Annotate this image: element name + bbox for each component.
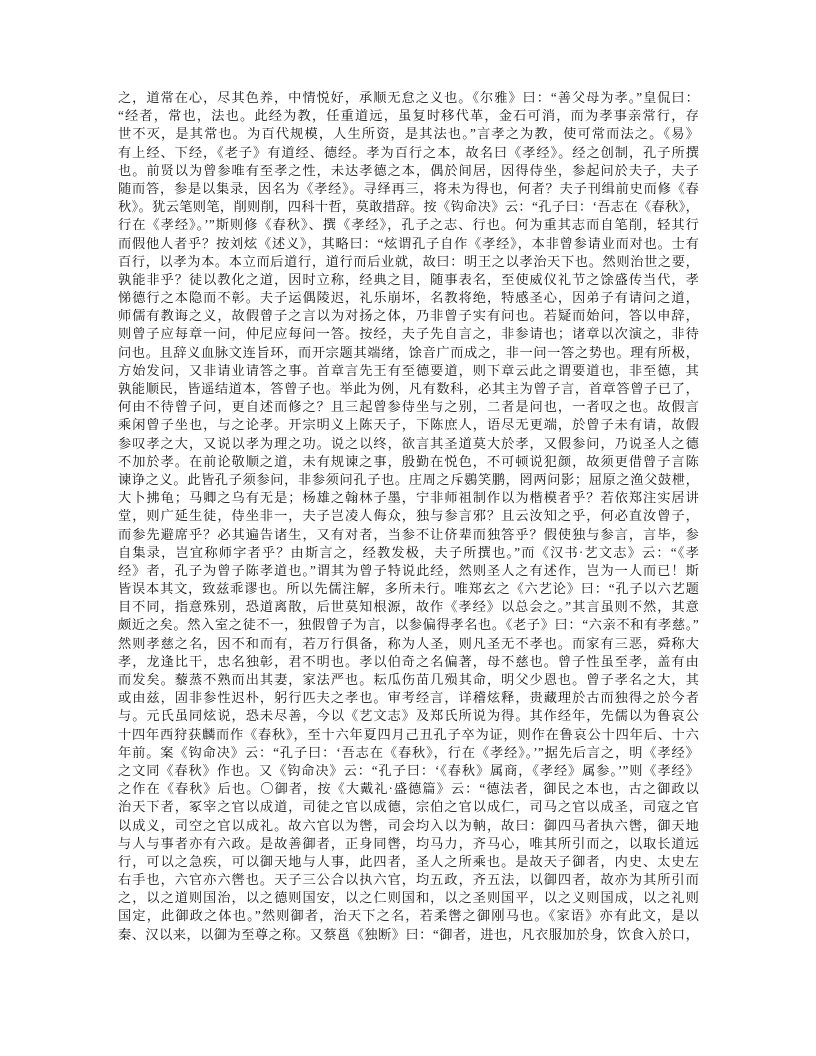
- text-line: 世不灭，是其常也。为百代规模，人生所资，是其法也。”言孝之为教，使可常而法之。《易》: [118, 126, 699, 142]
- text-line: 也。前贤以为曾参唯有至孝之性，未达孝德之本，偶於间居，因得侍坐，参起问於夫子，夫子: [118, 162, 699, 178]
- text-line: 孰能顺民，皆遥结道本，答曾子也。举此为例，凡有数科，必其主为曾子言，首章答曾子已了，: [118, 381, 699, 396]
- text-line: 颇近之矣。然入室之徒不一，独假曾子为言，以参偏得孝名也。《老子》曰：“六亲不和有孝慈。”: [118, 617, 699, 633]
- text-line: 与。元氏虽同炫说，恐未尽善，今以《艺文志》及郑氏所说为得。其作经年，先儒以为鲁哀公: [118, 708, 699, 724]
- text-line: 大卜拂龟；马卿之乌有无是；杨雄之翰林子墨，宁非师祖制作以为楷模者乎？若依郑注实居讲: [118, 490, 699, 506]
- text-line: 师儒有教诲之义，故假曾子之言以为对扬之体，乃非曾子实有问也。若疑而始问，答以申辞，: [118, 308, 699, 324]
- text-line: 悌德行之本隐而不彰。夫子运偶陵迟，礼乐崩坏，名教将绝，特感圣心，因弟子有请问之道，: [118, 290, 699, 306]
- text-line: “经者，常也，法也。此经为教，任重道远，虽复时移代革，金石可消，而为孝事亲常行，存: [118, 108, 699, 124]
- text-line: 国定，此御政之体也。”然则御者，治天下之名，若柔辔之御刚马也。《家语》亦有此文，是以: [118, 908, 699, 924]
- text-line: 秋》。犹云笔则笔，削则削，四科十哲，莫敢措辞。按《钩命决》云：“孔子曰：‘吾志在《春秋》，: [118, 199, 699, 215]
- text-line: 谏诤之义。此皆孔子须参问，非参须问孔子也。庄周之斥鷃笑鹏，罔两问影；屈原之渔父鼓枻，: [118, 471, 699, 487]
- text-line: 之文同《春秋》作也。又《钩命决》云：“孔子曰：‘《春秋》属商，《孝经》属参。’”则《孝经》: [118, 762, 699, 778]
- text-line: 以成义，司空之官以成礼。故六官以为辔，司会均入以为軜，故曰：御四马者执六辔，御天地: [118, 817, 699, 833]
- text-line: 参叹孝之大，又说以孝为理之功。说之以终，欲言其圣道莫大於孝，又假参问，乃说圣人之德: [118, 435, 699, 451]
- text-line: 随而答，参是以集录，因名为《孝经》。寻绎再三，将未为得也，何者？夫子刊缉前史而修《春: [118, 180, 699, 196]
- text-line: 乘闲曾子坐也，与之论孝。开宗明义上陈天子，下陈庶人，语尽无更端，於曾子未有请，故假: [118, 417, 699, 433]
- text-line: 孝，龙逢比干，忠名独彰，君不明也。孝以伯奇之名偏著，母不慈也。曾子性虽至孝，盖有由: [118, 653, 699, 669]
- text-line: 孰能非乎？徒以教化之道，因时立称，经典之目，随事表名，至使威仪礼节之馀盛传当代，孝: [118, 271, 699, 287]
- text-line: 行，可以之急疾，可以御天地与人事，此四者，圣人之所乘也。是故天子御者，内史、太史左: [118, 853, 699, 869]
- text-line: 之，以之道则国治，以之德则国安，以之仁则国和，以之圣则国平，以之义则国成，以之礼则: [118, 890, 699, 906]
- text-line: 百行，以孝为本。本立而后道行，道行而后业就，故曰：明王之以孝治天下也。然则治世之要，: [118, 253, 699, 269]
- text-line: 目不同，指意殊别，恐道离散，后世莫知根源，故作《孝经》以总会之。”其言虽则不然，其意: [118, 599, 699, 615]
- text-line: 治天下者，冢宰之官以成道，司徒之官以成德，宗伯之官以成仁，司马之官以成圣，司寇之官: [118, 799, 699, 815]
- text-line: 不加於孝。在前论敬顺之道，未有规谏之事，殷勤在悦色，不可顿说犯颜，故须更借曾子言陈: [118, 453, 699, 469]
- text-line: 之，道常在心，尽其色养，中情悦好，承顺无怠之义也。《尔雅》曰：“善父母为孝。”皇侃曰：: [118, 90, 699, 105]
- text-line: 秦、汉以来，以御为至尊之称。又蔡邕《独断》曰：“御者，进也，凡衣服加於身，饮食入於口，: [118, 926, 699, 942]
- text-line: 之作在《春秋》后也。〇御者，按《大戴礼·盛德篇》云：“德法者，御民之本也，古之御政以: [118, 781, 699, 797]
- text-line: 经》者，孔子为曾子陈孝道也。”谓其为曾子特说此经，然则圣人之有述作，岂为一人而已！斯: [118, 562, 699, 578]
- text-line: 或由兹，固非参性迟朴，躬行匹夫之孝也。审考经言，详稽炫释，贵藏理於古而独得之於今者: [118, 690, 699, 706]
- text-line: 与人与事者亦有六政。是故善御者，正身同辔，均马力，齐马心，唯其所引而之，以取长道远: [118, 835, 699, 851]
- text-line: 皆误本其文，致兹乖谬也。所以先儒注解，多所未行。唯郑玄之《六艺论》曰：“孔子以六艺题: [118, 581, 699, 597]
- text-line: 而假他人者乎？按刘炫《述义》，其略曰：“炫谓孔子自作《孝经》，本非曾参请业而对也。士有: [118, 235, 699, 251]
- text-line: 何由不待曾子问，更自述而修之？且三起曾参侍坐与之别，二者是问也，一者叹之也。故假言: [118, 399, 699, 415]
- body-text: [118, 89, 699, 944]
- text-line: 有上经、下经，《老子》有道经、德经。孝为百行之本，故名曰《孝经》。经之创制，孔子所撰: [118, 144, 699, 160]
- text-line: 方始发问，又非请业请答之事。首章言先王有至德要道，则下章云此之谓要道也，非至德，其: [118, 362, 699, 378]
- text-line: 自集录，岂宜称师字者乎？由斯言之，经教发极，夫子所撰也。”而《汉书·艺文志》云：“《孝: [118, 544, 699, 560]
- text-line: 问也。且辞义血脉文连旨环，而开宗题其端绪，馀音广而成之，非一问一答之势也。理有所极，: [118, 344, 699, 360]
- text-line: 十四年西狩获麟而作《春秋》，至十六年夏四月己丑孔子卒为证，则作在鲁哀公十四年后、十六: [118, 726, 699, 742]
- text-line: 右手也，六官亦六辔也。天子三公合以执六官，均五政，齐五法，以御四者，故亦为其所引而: [118, 872, 699, 888]
- text-line: 然则孝慈之名，因不和而有，若万行俱备，称为人圣，则凡圣无不孝也。而家有三恶，舜称大: [118, 635, 699, 651]
- text-line: 而参先避席乎？必其遍告诸生，又有对者，当参不让侪辈而独答乎？假使独与参言，言毕，参: [118, 526, 699, 542]
- text-line: 而发矣。藜蒸不熟而出其妻，家法严也。耘瓜伤苗几殒其命，明父少恩也。曾子孝名之大，其: [118, 672, 699, 687]
- text-line: 则曾子应每章一问，仲尼应每问一答。按经，夫子先自言之，非参请也；诸章以次演之，非待: [118, 326, 699, 342]
- text-line: 堂，则广延生徒，侍坐非一，夫子岂凌人侮众，独与参言邪？且云汝知之乎，何必直汝曾子，: [118, 508, 699, 524]
- text-line: 年前。案《钩命决》云：“孔子曰：‘吾志在《春秋》，行在《孝经》。’”据先后言之，明《孝经》: [118, 744, 699, 760]
- text-line: 行在《孝经》。’”斯则修《春秋》、撰《孝经》，孔子之志、行也。何为重其志而自笔削，轻其行: [118, 217, 699, 233]
